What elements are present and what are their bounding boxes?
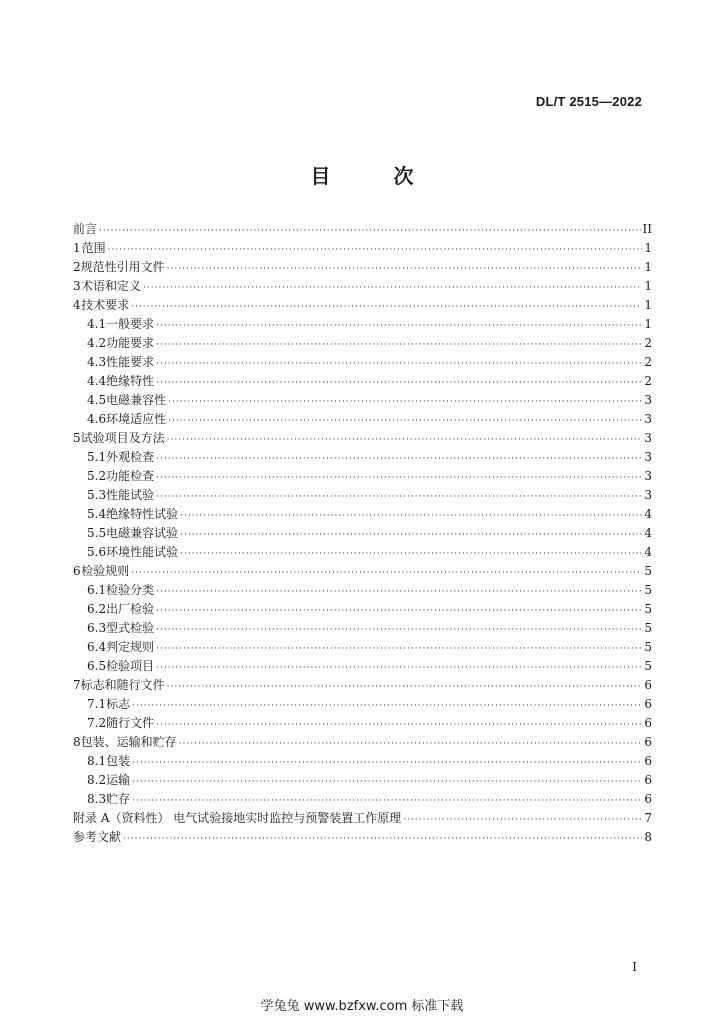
toc-entry-label: 环境适应性 [106, 412, 167, 426]
toc-entry-label: 运输 [106, 773, 131, 787]
toc-entry[interactable] [73, 733, 652, 752]
toc-entry[interactable] [73, 334, 652, 353]
toc-entry-page: 2 [644, 374, 652, 388]
toc-entry[interactable] [73, 809, 652, 828]
toc-entry[interactable] [73, 771, 652, 790]
toc-entry-label: 电磁兼容试验 [106, 526, 179, 540]
toc-entry-page: 5 [644, 583, 652, 597]
toc-entry-number: 5.5 [87, 526, 107, 540]
toc-entry-label: 检验分类 [106, 583, 155, 597]
toc-entry-number: 4 [73, 298, 81, 312]
toc-entry-label: 参考文献 [73, 830, 122, 844]
toc-entry-page: 3 [644, 450, 652, 464]
toc-entry[interactable] [73, 486, 652, 505]
toc-entry-label: 范围 [81, 241, 106, 255]
toc-entry-page: 6 [644, 716, 652, 730]
toc-entry-label: 型式检验 [106, 621, 155, 635]
toc-entry-page: 5 [644, 640, 652, 654]
toc-entry-page: II [642, 222, 652, 236]
toc-leader-dots [132, 773, 642, 792]
toc-entry-page: 5 [644, 602, 652, 616]
toc-entry[interactable] [73, 391, 652, 410]
toc-entry-number: 8 [73, 735, 81, 749]
toc-leader-dots [179, 735, 642, 754]
toc-leader-dots [168, 412, 642, 431]
toc-entry[interactable] [73, 429, 652, 448]
toc-entry-label: 术语和定义 [81, 279, 142, 293]
toc-leader-dots [403, 811, 642, 830]
page-number: I [632, 960, 637, 974]
toc-entry-label: 性能试验 [106, 488, 155, 502]
toc-entry-page: 6 [644, 754, 652, 768]
toc-entry[interactable] [73, 467, 652, 486]
toc-leader-dots [156, 602, 642, 621]
toc-entry[interactable] [73, 657, 652, 676]
toc-leader-dots [132, 754, 642, 773]
toc-entry[interactable] [73, 790, 652, 809]
toc-entry[interactable] [73, 695, 652, 714]
toc-entry[interactable] [73, 505, 652, 524]
toc-entry-page: 2 [644, 336, 652, 350]
toc-leader-dots [156, 450, 642, 469]
toc-entry-page: 6 [644, 735, 652, 749]
toc-leader-dots [156, 659, 642, 678]
toc-entry-label: 功能检查 [106, 469, 155, 483]
toc-entry-page: 4 [644, 507, 652, 521]
toc-entry-number: 6.1 [87, 583, 107, 597]
toc-leader-dots [99, 222, 641, 241]
toc-entry-page: 2 [644, 355, 652, 369]
toc-entry[interactable] [73, 372, 652, 391]
toc-entry-number: 6.3 [87, 621, 107, 635]
toc-leader-dots [180, 507, 642, 526]
toc-entry-label: 试验项目及方法 [80, 431, 165, 445]
toc-entry-number: 7 [73, 678, 81, 692]
toc-leader-dots [156, 640, 642, 659]
toc-entry-number: 5.4 [87, 507, 107, 521]
toc-leader-dots [180, 526, 642, 545]
toc-entry-number: 5.2 [87, 469, 107, 483]
toc-leader-dots [143, 279, 642, 298]
toc-entry-page: 3 [644, 393, 652, 407]
toc-entry-number: 2 [73, 260, 81, 274]
toc-entry-label: 规范性引用文件 [80, 260, 165, 274]
toc-entry[interactable] [73, 277, 652, 296]
toc-entry-number: 6.2 [87, 602, 107, 616]
toc-entry[interactable] [73, 258, 652, 277]
toc-entry-number: 5.6 [87, 545, 107, 559]
toc-leader-dots [132, 697, 642, 716]
toc-entry-page: 5 [644, 621, 652, 635]
toc-leader-dots [156, 317, 642, 336]
toc-entry-number: 4.4 [87, 374, 107, 388]
toc-entry[interactable] [73, 581, 652, 600]
toc-entry-page: 6 [644, 792, 652, 806]
toc-entry-label: 功能要求 [106, 336, 155, 350]
toc-entry-number: 6.5 [87, 659, 107, 673]
toc-leader-dots [156, 336, 642, 355]
toc-entry[interactable] [73, 315, 652, 334]
toc-entry-page: 6 [644, 773, 652, 787]
toc-leader-dots [156, 583, 642, 602]
toc-entry-page: 5 [644, 564, 652, 578]
toc-entry-label: 贮存 [106, 792, 131, 806]
toc-entry-label: 外观检查 [106, 450, 155, 464]
toc-entry-number: 4.2 [87, 336, 107, 350]
toc-entry-label: 前言 [73, 222, 98, 236]
toc-entry[interactable] [73, 353, 652, 372]
toc-entry-number: 8.1 [87, 754, 107, 768]
toc-entry[interactable] [73, 676, 652, 695]
toc-entry-label: 绝缘特性试验 [106, 507, 179, 521]
footer-watermark: 学兔兔 www.bzfxw.com 标准下载 [260, 999, 464, 1014]
toc-entry-label: 电磁兼容性 [106, 393, 167, 407]
toc-entry-page: 3 [644, 469, 652, 483]
toc-leader-dots [167, 678, 642, 697]
toc-entry-label: 判定规则 [106, 640, 155, 654]
toc-entry-label: 出厂检验 [106, 602, 155, 616]
toc-entry-number: 4.1 [87, 317, 107, 331]
toc-leader-dots [131, 564, 642, 583]
toc-entry-label: 标志 [106, 697, 131, 711]
toc-entry-number: 1 [73, 241, 81, 255]
toc-entry-label: 标志和随行文件 [80, 678, 165, 692]
toc-entry-page: 6 [644, 678, 652, 692]
toc-entry-page: 1 [644, 260, 652, 274]
toc-entry-number: 5.3 [87, 488, 107, 502]
toc-leader-dots [131, 298, 642, 317]
toc-leader-dots [156, 488, 642, 507]
toc-entry[interactable] [73, 600, 652, 619]
standard-code: DL/T 2515—2022 [535, 94, 642, 109]
toc-entry[interactable] [73, 714, 652, 733]
toc-leader-dots [168, 393, 642, 412]
toc-entry-number: 5 [73, 431, 81, 445]
toc-leader-dots [156, 469, 642, 488]
toc-entry-label: 包装 [106, 754, 131, 768]
toc-entry-number: 5.1 [87, 450, 107, 464]
toc-leader-dots [156, 621, 642, 640]
toc-entry-page: 3 [644, 412, 652, 426]
toc-entry[interactable] [73, 752, 652, 771]
toc-leader-dots [167, 431, 642, 450]
toc-leader-dots [167, 260, 642, 279]
toc-entry[interactable] [73, 524, 652, 543]
toc-leader-dots [156, 716, 642, 735]
toc-entry-page: 6 [644, 697, 652, 711]
toc-entry-number: 7.2 [87, 716, 107, 730]
toc-entry-page: 3 [644, 431, 652, 445]
toc-entry-page: 1 [644, 317, 652, 331]
toc-entry[interactable] [73, 220, 652, 239]
toc-entry-label: 环境性能试验 [106, 545, 179, 559]
toc-entry-label: 包装、运输和贮存 [80, 735, 177, 749]
toc-entry-label: 性能要求 [106, 355, 155, 369]
toc-entry-page: 7 [644, 811, 652, 825]
toc-entry-page: 5 [644, 659, 652, 673]
toc-entry-number: 7.1 [87, 697, 107, 711]
toc-entry-number: 8.3 [87, 792, 107, 806]
toc-entry[interactable] [73, 239, 652, 258]
toc-entry-label: 检验规则 [81, 564, 130, 578]
toc-entry-page: 1 [644, 279, 652, 293]
toc-entry-label: 随行文件 [106, 716, 155, 730]
toc-entry[interactable] [73, 410, 652, 429]
toc-entry[interactable] [73, 638, 652, 657]
toc-entry-label: 附录 A（资料性） 电气试验接地实时监控与预警装置工作原理 [73, 811, 402, 825]
toc-entry[interactable] [73, 543, 652, 562]
toc-entry-page: 8 [644, 830, 652, 844]
page-title: 目 次 [310, 164, 442, 188]
toc-entry[interactable] [73, 448, 652, 467]
toc-entry-page: 1 [644, 241, 652, 255]
toc-entry-number: 3 [73, 279, 81, 293]
toc-entry-label: 技术要求 [81, 298, 130, 312]
toc-leader-dots [108, 241, 642, 260]
toc-entry-number: 4.5 [87, 393, 107, 407]
toc-entry-number: 6.4 [87, 640, 107, 654]
toc-entry-page: 4 [644, 545, 652, 559]
toc-entry-number: 8.2 [87, 773, 107, 787]
toc-entry[interactable] [73, 619, 652, 638]
toc-entry-page: 4 [644, 526, 652, 540]
toc-leader-dots [156, 355, 642, 374]
toc-entry-page: 3 [644, 488, 652, 502]
table-of-contents [73, 220, 652, 847]
toc-entry-page: 1 [644, 298, 652, 312]
toc-leader-dots [180, 545, 642, 564]
toc-leader-dots [123, 830, 642, 849]
toc-entry-label: 绝缘特性 [106, 374, 155, 388]
toc-entry-label: 检验项目 [106, 659, 155, 673]
toc-entry[interactable] [73, 296, 652, 315]
toc-leader-dots [156, 374, 642, 393]
toc-entry[interactable] [73, 562, 652, 581]
toc-entry-number: 6 [73, 564, 81, 578]
toc-entry-number: 4.6 [87, 412, 107, 426]
toc-entry-label: 一般要求 [106, 317, 155, 331]
toc-entry[interactable] [73, 828, 652, 847]
toc-entry-number: 4.3 [87, 355, 107, 369]
